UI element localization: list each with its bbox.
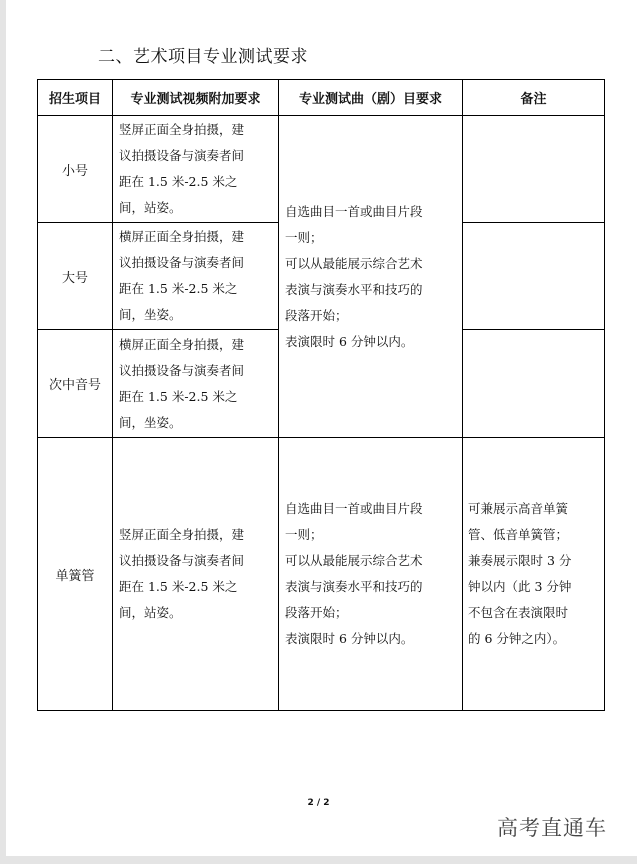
note-cell: 可兼展示高音单簧 管、低音单簧管； 兼奏展示限时 3 分 钟以内（此 3 分钟 不包含在表演限时 的 6 分钟之内）。 — [463, 438, 605, 711]
note-cell-empty — [463, 223, 605, 330]
page-number: 2 / 2 — [307, 798, 330, 808]
note-cell-empty — [463, 330, 605, 438]
video-requirement-cell: 竖屏正面全身拍摄，建 议拍摄设备与演奏者间 距在 1.5 米-2.5 米之 间，站姿。 — [113, 116, 279, 223]
table-header-row — [38, 80, 605, 116]
video-requirement-cell: 竖屏正面全身拍摄，建 议拍摄设备与演奏者间 距在 1.5 米-2.5 米之 间，站姿。 — [113, 438, 279, 711]
table-row — [38, 438, 605, 711]
header-note: 备注 — [463, 80, 605, 116]
header-repertoire: 专业测试曲（剧）目要求 — [279, 80, 463, 116]
video-requirement-cell: 横屏正面全身拍摄，建 议拍摄设备与演奏者间 距在 1.5 米-2.5 米之 间，坐姿。 — [113, 223, 279, 330]
item-cell: 单簧管 — [38, 438, 113, 711]
page-edge-left — [0, 0, 6, 864]
item-cell: 小号 — [38, 116, 113, 223]
page-edge-bottom — [0, 856, 637, 864]
requirements-table — [37, 79, 605, 711]
repertoire-cell-brass: 自选曲目一首或曲目片段 一则； 可以从最能展示综合艺术 表演与演奏水平和技巧的 段落开始； 表演限时 6 分钟以内。 — [279, 116, 463, 438]
watermark: 高考直通车 — [497, 816, 607, 840]
item-cell: 次中音号 — [38, 330, 113, 438]
section-title: 二、艺术项目专业测试要求 — [98, 47, 308, 67]
item-cell: 大号 — [38, 223, 113, 330]
header-video: 专业测试视频附加要求 — [113, 80, 279, 116]
header-item: 招生项目 — [38, 80, 113, 116]
note-cell-empty — [463, 116, 605, 223]
table-row — [38, 116, 605, 223]
repertoire-cell-clarinet: 自选曲目一首或曲目片段 一则； 可以从最能展示综合艺术 表演与演奏水平和技巧的 段落开始； 表演限时 6 分钟以内。 — [279, 438, 463, 711]
video-requirement-cell: 横屏正面全身拍摄，建 议拍摄设备与演奏者间 距在 1.5 米-2.5 米之 间，坐姿。 — [113, 330, 279, 438]
